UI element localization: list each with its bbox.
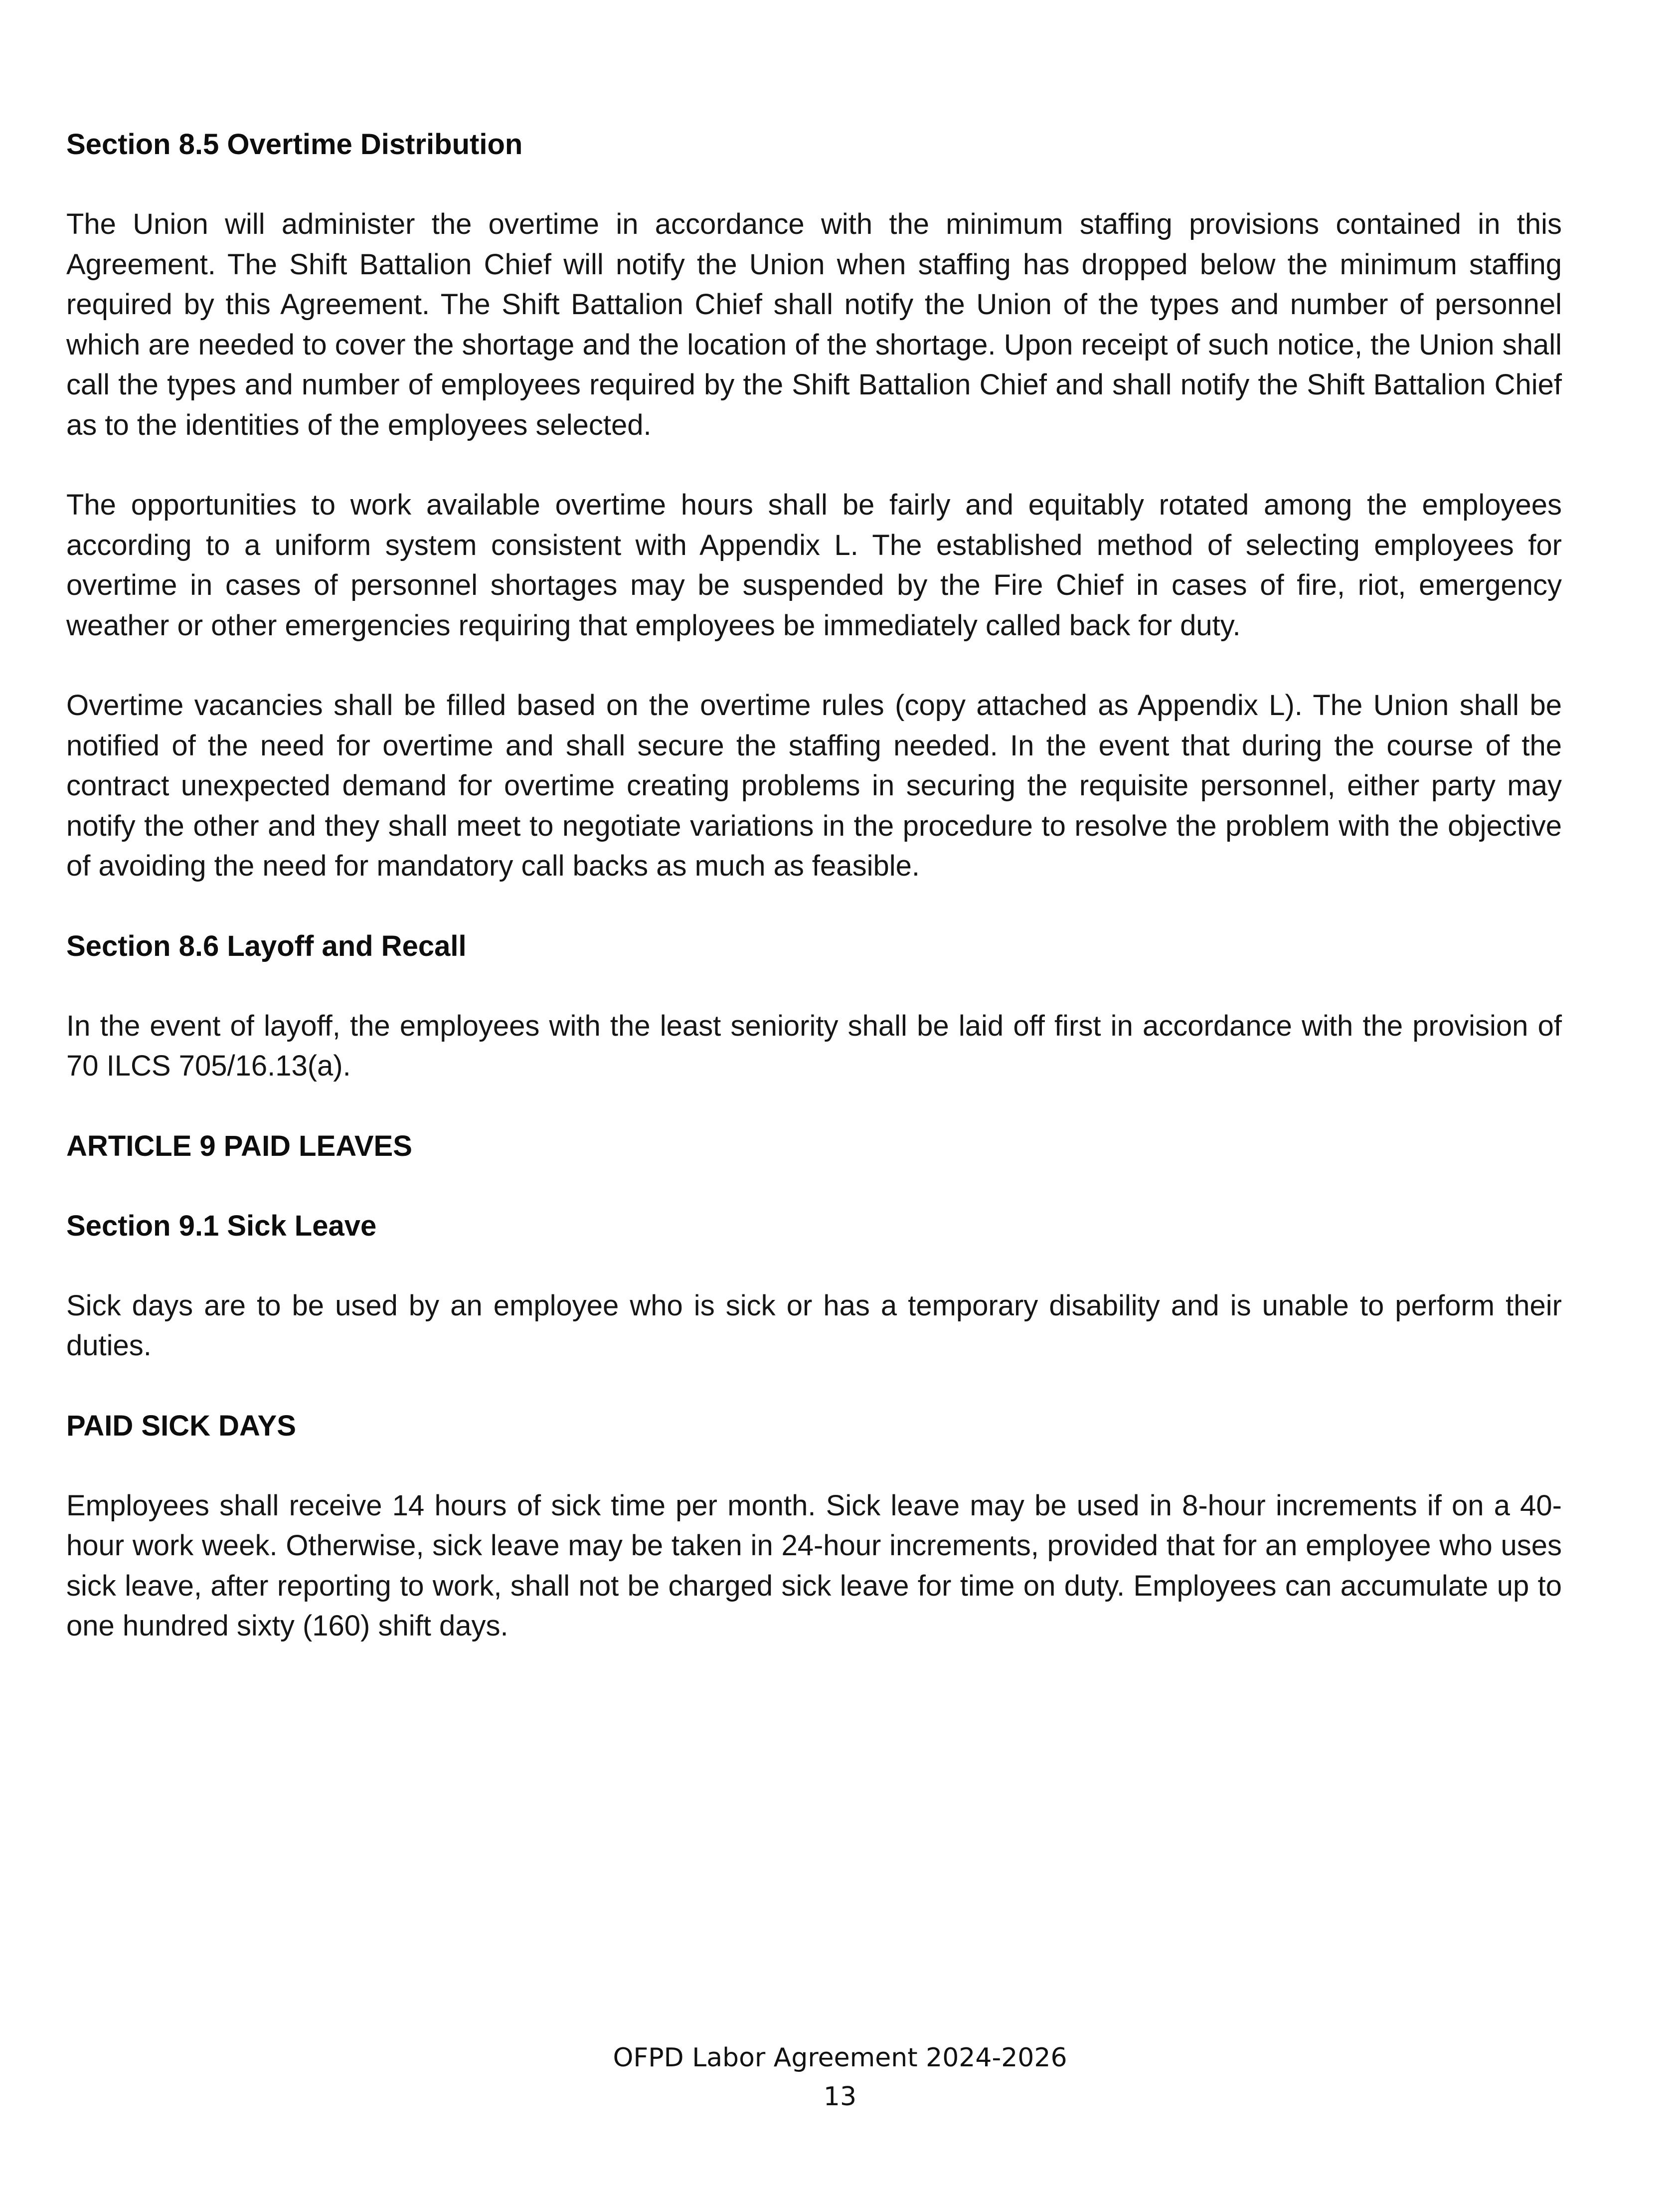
section-8-5-paragraph-2: The opportunities to work available overtime hours shall be fairly and equitably rotated among the employees according to a uniform system consistent with Appendix L. The established method of selecting employees for overtime in cases of personnel shortages may be suspended by the Fire Chief in cases of fire, riot, emergency weather or other emergencies requiring that employees be immediately called back for duty. [66,489,1562,642]
paid-sick-days-heading: PAID SICK DAYS [66,1409,296,1442]
page-footer [0,2038,1680,2116]
section-9-1-paragraph: Sick days are to be used by an employee who is sick or has a temporary disability and is unable to perform their duties. [66,1289,1562,1362]
document-body [66,125,1562,1646]
footer-title: OFPD Labor Agreement 2024-2026 [613,2043,1067,2073]
section-8-5-heading: Section 8.5 Overtime Distribution [66,128,523,161]
section-8-5-paragraph-1: The Union will administer the overtime in accordance with the minimum staffing provisions contained in this Agreement. The Shift Battalion Chief will notify the Union when staffing has dropped below the minimum staffing required by this Agreement. The Shift Battalion Chief shall notify the Union of the types and number of personnel which are needed to cover the shortage and the location of the shortage. Upon receipt of such notice, the Union shall call the types and number of employees required by the Shift Battalion Chief and shall notify the Shift Battalion Chief as to the identities of the employees selected. [66,208,1562,441]
paid-sick-days-paragraph: Employees shall receive 14 hours of sick time per month. Sick leave may be used in 8-hour increments if on a 40-hour work week. Otherwise, sick leave may be taken in 24-hour increments, provided that for an employee who uses sick leave, after reporting to work, shall not be charged sick leave for time on duty. Employees can accumulate up to one hundred sixty (160) shift days. [66,1489,1562,1642]
section-8-5-paragraph-3: Overtime vacancies shall be filled based on the overtime rules (copy attached as Appendix L). The Union shall be notified of the need for overtime and shall secure the staffing needed. In the event that during the course of the contract unexpected demand for overtime creating problems in securing the requisite personnel, either party may notify the other and they shall meet to negotiate variations in the procedure to resolve the problem with the objective of avoiding the need for mandatory call backs as much as feasible. [66,689,1562,882]
section-8-6-heading: Section 8.6 Layoff and Recall [66,929,467,962]
article-9-heading: ARTICLE 9 PAID LEAVES [66,1129,412,1162]
section-8-6-paragraph: In the event of layoff, the employees with the least seniority shall be laid off first in accordance with the provision of 70 ILCS 705/16.13(a). [66,1009,1562,1082]
page-number: 13 [823,2082,857,2112]
section-9-1-heading: Section 9.1 Sick Leave [66,1209,377,1242]
